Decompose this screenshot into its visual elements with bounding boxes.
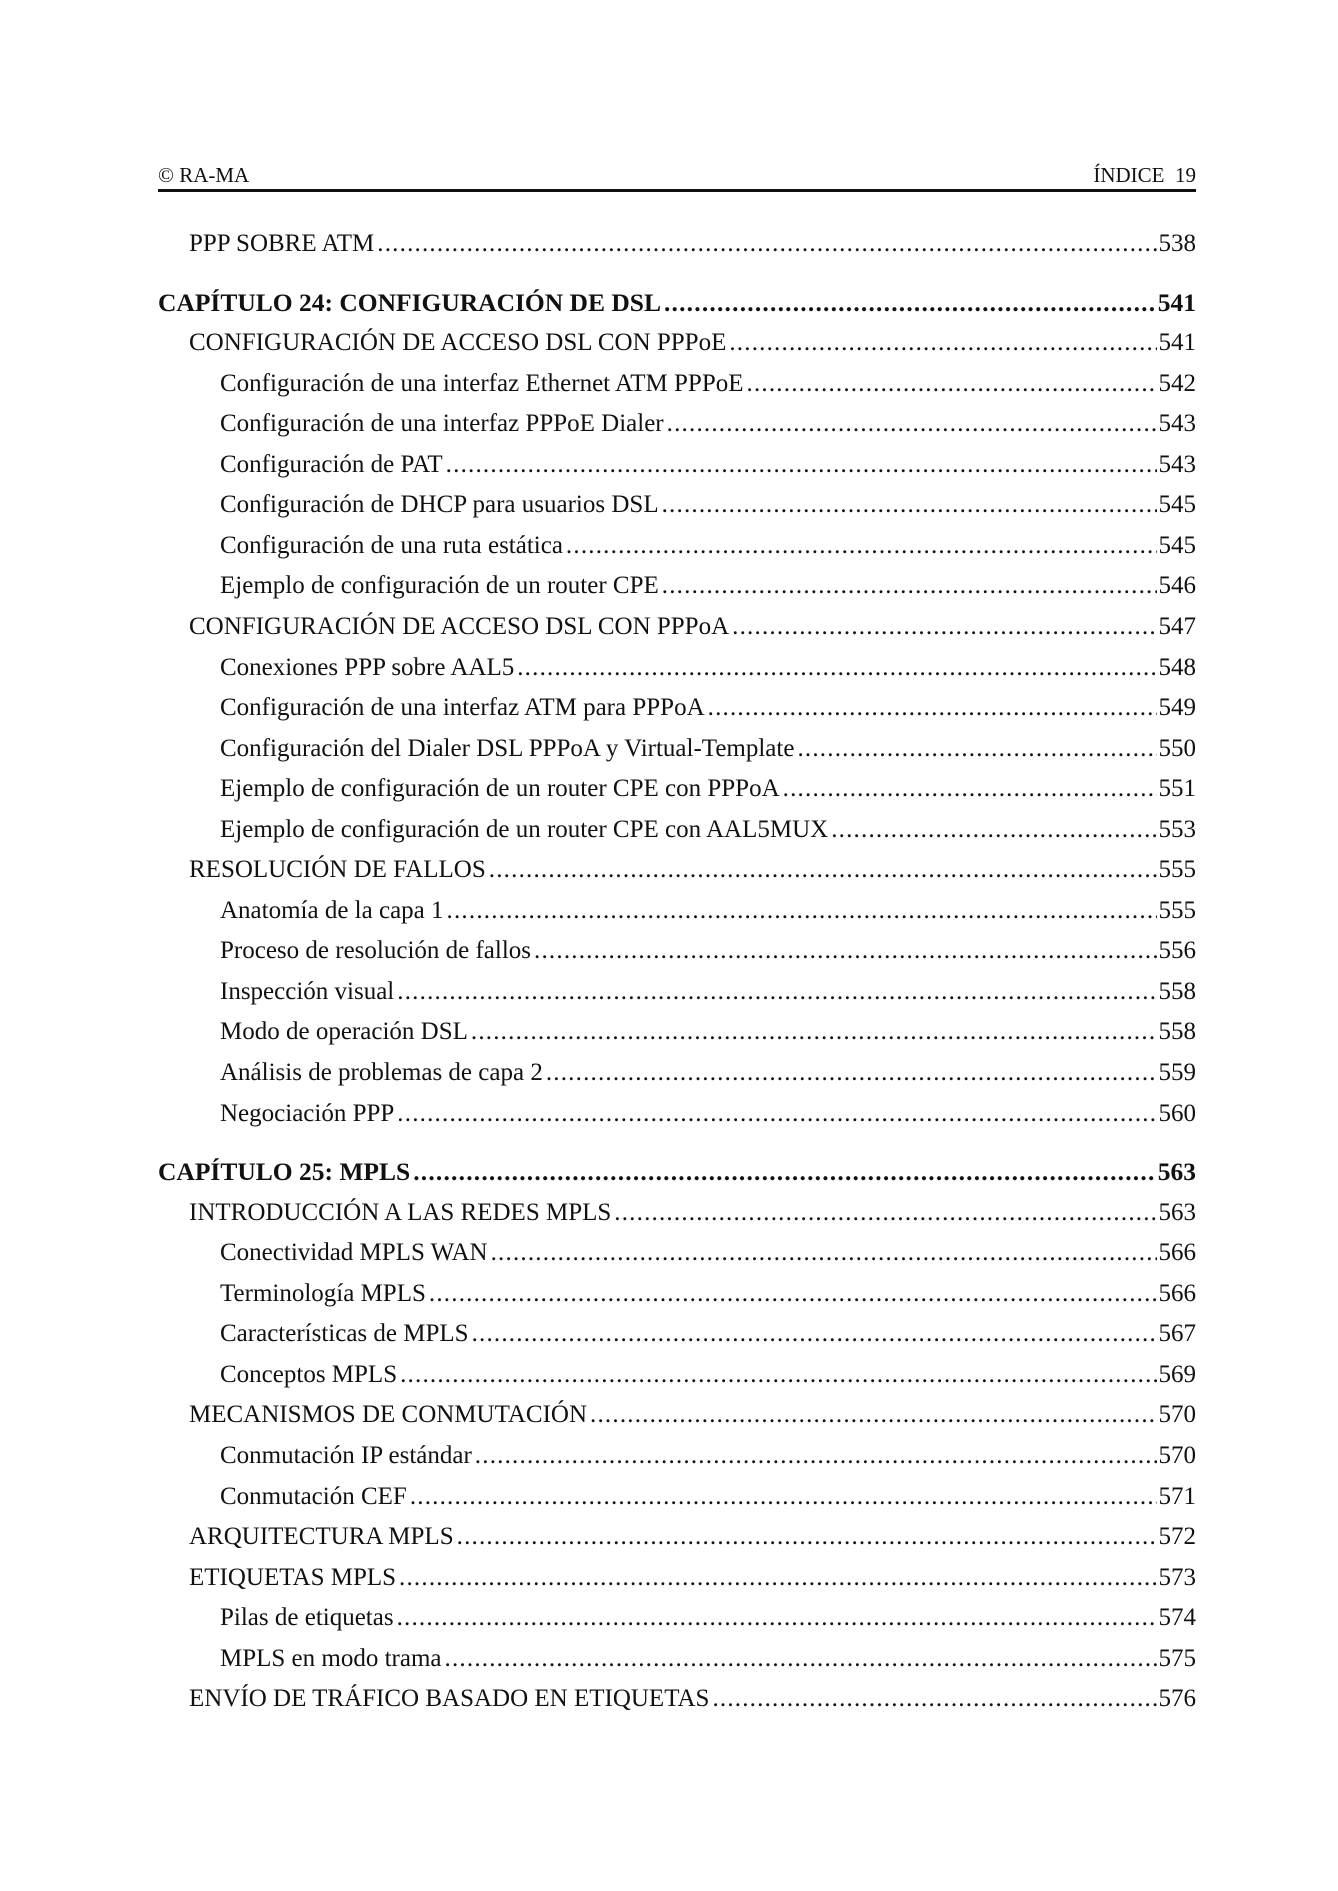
toc-entry-page-number: 538 (1158, 230, 1196, 257)
toc-section-entry[interactable] (158, 323, 1196, 363)
dot-leader (729, 323, 1156, 363)
toc-entry-title: Ejemplo de configuración de un router CPE con PPPoA (220, 775, 780, 803)
dot-leader (413, 1152, 1156, 1192)
dot-leader (400, 1355, 1156, 1395)
toc-section-entry[interactable] (158, 850, 1196, 890)
toc-entry-title: Terminología MPLS (220, 1279, 426, 1307)
toc-section-entry[interactable] (158, 1558, 1196, 1598)
toc-entry-title: Características de MPLS (220, 1320, 469, 1348)
toc-entry-title: INTRODUCCIÓN A LAS REDES MPLS (189, 1198, 612, 1226)
publisher-label: © RA-MA (158, 163, 250, 187)
dot-leader (397, 972, 1156, 1012)
toc-subsection-entry[interactable] (158, 1598, 1196, 1638)
dot-leader (399, 1558, 1156, 1598)
toc-entry-title: Análisis de problemas de capa 2 (220, 1059, 543, 1086)
toc-subsection-entry[interactable] (158, 1436, 1196, 1476)
toc-entry-title: Modo de operación DSL (220, 1018, 468, 1046)
toc-entry-page-number: 550 (1158, 734, 1196, 762)
dot-leader (747, 364, 1157, 404)
toc-entry-page-number: 541 (1158, 329, 1196, 357)
toc-subsection-entry[interactable] (158, 729, 1196, 769)
toc-entry-page-number: 566 (1158, 1239, 1196, 1267)
dot-leader (377, 224, 1156, 264)
toc-entry-title: MECANISMOS DE CONMUTACIÓN (189, 1401, 588, 1429)
toc-entry-page-number: 576 (1158, 1685, 1196, 1713)
toc-entry-title: Ejemplo de configuración de un router CPE con AAL5MUX (220, 815, 829, 843)
toc-entry-title: CAPÍTULO 24: CONFIGURACIÓN DE DSL (158, 287, 661, 317)
toc-entry-title: ENVÍO DE TRÁFICO BASADO EN ETIQUETAS (189, 1685, 710, 1713)
toc-subsection-entry[interactable] (158, 1639, 1196, 1679)
toc-entry-title: Negociación PPP (220, 1099, 395, 1127)
dot-leader (831, 810, 1156, 850)
toc-entry-page-number: 570 (1158, 1401, 1196, 1429)
dot-leader (667, 404, 1157, 444)
toc-entry-title: Configuración de una interfaz ATM para PPPoA (220, 694, 705, 722)
toc-entry-page-number: 553 (1158, 815, 1196, 843)
toc-entry-page-number: 567 (1158, 1320, 1196, 1348)
section-and-page-number: ÍNDICE 19 (1093, 163, 1196, 187)
toc-subsection-entry[interactable] (158, 931, 1196, 971)
running-header (158, 160, 1196, 190)
toc-entry-page-number: 573 (1158, 1563, 1196, 1591)
toc-subsection-entry[interactable] (158, 364, 1196, 404)
toc-entry-page-number: 556 (1158, 937, 1196, 965)
toc-entry-title: Ejemplo de configuración de un router CPE (220, 572, 659, 600)
toc-entry-page-number: 574 (1158, 1604, 1196, 1632)
toc-subsection-entry[interactable] (158, 404, 1196, 444)
toc-section-entry[interactable] (158, 1679, 1196, 1719)
toc-entry-page-number: 563 (1158, 1198, 1196, 1226)
toc-entry-page-number: 558 (1158, 1018, 1196, 1046)
toc-entry-page-number: 543 (1158, 410, 1196, 438)
toc-entry-title: Configuración de DHCP para usuarios DSL (220, 491, 659, 519)
toc-entry-page-number: 545 (1158, 531, 1196, 559)
toc-entry-title: Configuración de una interfaz Ethernet ATM PPPoE (220, 369, 744, 397)
dot-leader (410, 1477, 1157, 1517)
dot-leader (397, 1598, 1157, 1638)
dot-leader (590, 1395, 1156, 1435)
toc-entry-page-number: 541 (1157, 287, 1196, 317)
dot-leader (664, 283, 1156, 323)
toc-section-entry[interactable] (158, 224, 1196, 264)
toc-entry-page-number: 549 (1158, 694, 1196, 722)
dot-leader (445, 1639, 1157, 1679)
dot-leader (447, 891, 1157, 931)
toc-entry-title: Conmutación CEF (220, 1482, 407, 1510)
toc-entry-page-number: 546 (1158, 572, 1196, 600)
toc-entry-title: Proceso de resolución de fallos (220, 937, 532, 965)
toc-entry-title: Pilas de etiquetas (220, 1604, 394, 1632)
toc-subsection-entry[interactable] (158, 688, 1196, 728)
dot-leader (475, 1436, 1157, 1476)
toc-subsection-entry[interactable] (158, 526, 1196, 566)
toc-subsection-entry[interactable] (158, 1233, 1196, 1273)
toc-subsection-entry[interactable] (158, 1477, 1196, 1517)
toc-entry-page-number: 551 (1158, 775, 1196, 803)
toc-entry-page-number: 566 (1158, 1279, 1196, 1307)
toc-section-entry[interactable] (158, 1193, 1196, 1233)
dot-leader (662, 566, 1157, 606)
toc-entry-title: Configuración de PAT (220, 450, 443, 478)
dot-leader (797, 729, 1156, 769)
toc-entry-page-number: 545 (1158, 491, 1196, 519)
dot-leader (732, 607, 1156, 647)
dot-leader (446, 445, 1157, 485)
toc-entry-title: Conceptos MPLS (220, 1360, 398, 1388)
toc-entry-page-number: 543 (1158, 450, 1196, 478)
toc-entry-title: ARQUITECTURA MPLS (189, 1523, 454, 1551)
dot-leader (534, 931, 1156, 971)
dot-leader (489, 850, 1157, 890)
toc-entry-page-number: 575 (1158, 1644, 1196, 1672)
toc-chapter-entry[interactable] (158, 1152, 1196, 1192)
toc-subsection-entry[interactable] (158, 1094, 1196, 1134)
toc-entry-title: Configuración de una ruta estática (220, 531, 563, 559)
toc-entry-page-number: 547 (1158, 612, 1196, 640)
dot-leader (517, 648, 1156, 688)
toc-entry-title: CAPÍTULO 25: MPLS (158, 1157, 411, 1187)
toc-entry-title: Configuración del Dialer DSL PPPoA y Virtual-Template (220, 734, 795, 762)
toc-entry-page-number: 548 (1158, 653, 1196, 681)
dot-leader (457, 1517, 1157, 1557)
toc-entry-page-number: 563 (1157, 1157, 1196, 1187)
toc-subsection-entry[interactable] (158, 810, 1196, 850)
dot-leader (662, 485, 1157, 525)
toc-entry-title: CONFIGURACIÓN DE ACCESO DSL CON PPPoA (189, 612, 730, 640)
toc-subsection-entry[interactable] (158, 1314, 1196, 1354)
toc-entry-page-number: 555 (1158, 856, 1196, 884)
dot-leader (712, 1679, 1156, 1719)
toc-subsection-entry[interactable] (158, 1053, 1196, 1093)
toc-subsection-entry[interactable] (158, 566, 1196, 606)
toc-entry-title: Anatomía de la capa 1 (220, 896, 444, 924)
header-divider (158, 189, 1196, 192)
toc-subsection-entry[interactable] (158, 972, 1196, 1012)
toc-section-entry[interactable] (158, 1517, 1196, 1557)
toc-entry-title: Inspección visual (220, 977, 395, 1005)
toc-subsection-entry[interactable] (158, 1012, 1196, 1052)
toc-subsection-entry[interactable] (158, 1355, 1196, 1395)
toc-entry-page-number: 559 (1158, 1059, 1196, 1086)
dot-leader (491, 1233, 1157, 1273)
toc-entry-page-number: 555 (1158, 896, 1196, 924)
dot-leader (614, 1193, 1156, 1233)
toc-entry-title: Conectividad MPLS WAN (220, 1239, 488, 1267)
dot-leader (708, 688, 1157, 728)
toc-chapter-entry[interactable] (158, 283, 1196, 323)
toc-entry-page-number: 570 (1158, 1441, 1196, 1469)
toc-entry-title: ETIQUETAS MPLS (189, 1563, 397, 1591)
toc-subsection-entry[interactable] (158, 485, 1196, 525)
toc-entry-page-number: 560 (1158, 1099, 1196, 1127)
toc-section-entry[interactable] (158, 1395, 1196, 1435)
toc-entry-title: CONFIGURACIÓN DE ACCESO DSL CON PPPoE (189, 329, 727, 357)
toc-entry-title: Conmutación IP estándar (220, 1441, 472, 1469)
toc-subsection-entry[interactable] (158, 1274, 1196, 1314)
toc-subsection-entry[interactable] (158, 891, 1196, 931)
toc-entry-title: Configuración de una interfaz PPPoE Dialer (220, 410, 664, 438)
toc-entry-page-number: 558 (1158, 977, 1196, 1005)
toc-entry-title: RESOLUCIÓN DE FALLOS (189, 856, 486, 884)
toc-subsection-entry[interactable] (158, 769, 1196, 809)
dot-leader (566, 526, 1157, 566)
dot-leader (397, 1094, 1156, 1134)
toc-entry-page-number: 571 (1158, 1482, 1196, 1510)
toc-entry-title: PPP SOBRE ATM (189, 230, 375, 257)
toc-subsection-entry[interactable] (158, 648, 1196, 688)
dot-leader (783, 769, 1157, 809)
dot-leader (471, 1012, 1157, 1052)
toc-entry-page-number: 569 (1158, 1360, 1196, 1388)
toc-entry-title: MPLS en modo trama (220, 1644, 442, 1672)
dot-leader (472, 1314, 1157, 1354)
toc-subsection-entry[interactable] (158, 445, 1196, 485)
dot-leader (429, 1274, 1157, 1314)
toc-entry-page-number: 542 (1158, 369, 1196, 397)
dot-leader (546, 1053, 1157, 1093)
toc-entry-page-number: 572 (1158, 1523, 1196, 1551)
toc-entry-title: Conexiones PPP sobre AAL5 (220, 653, 515, 681)
toc-section-entry[interactable] (158, 607, 1196, 647)
